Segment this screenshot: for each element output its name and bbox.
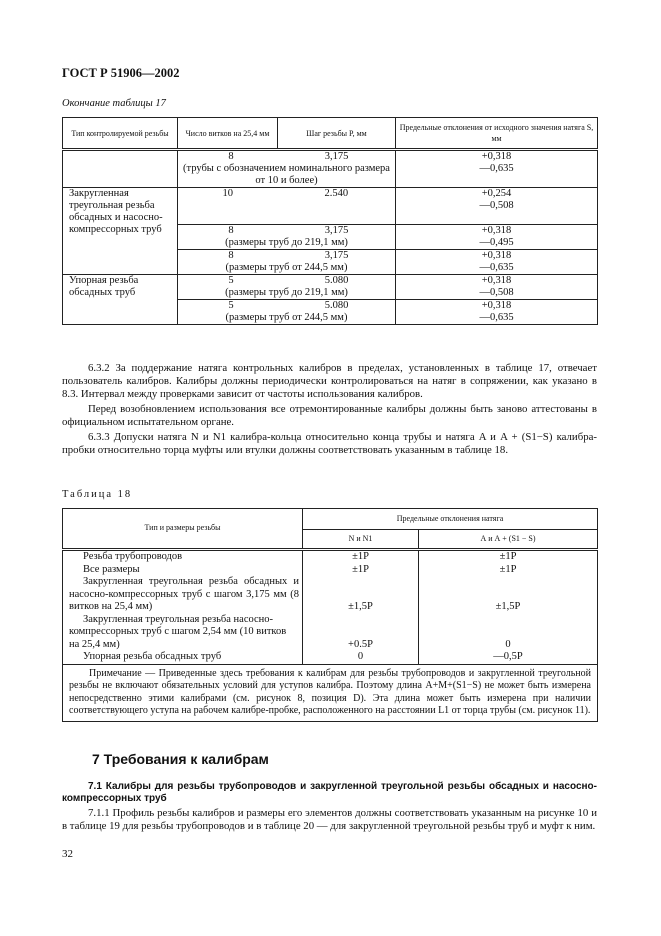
- cell-turns: 10: [178, 188, 278, 225]
- t18-head-type: Тип и размеры резьбы: [63, 509, 303, 550]
- table17-caption: Окончание таблицы 17: [62, 98, 166, 109]
- cell-thread-type: Резьба трубопроводов: [63, 550, 303, 564]
- cell-thread-type: Упорная резьба обсадных труб: [63, 651, 303, 664]
- t18-head-a: А и А + (S1 − S): [419, 530, 598, 550]
- cell-pitch: 3,175: [324, 250, 349, 261]
- table-row: [63, 275, 598, 300]
- table-row: [63, 576, 598, 614]
- paragraph-repair: Перед возобновлением использования все отремонтированные калибры должны быть заново аттестованы в официальном испытательном органе.: [62, 403, 597, 428]
- cell-pitch: 2.540: [278, 188, 396, 225]
- table-row: [63, 564, 598, 577]
- cell-pitch: 5.080: [324, 300, 349, 311]
- cell-dev-a: ±1P: [419, 564, 598, 577]
- cell-pitch: 3,175: [324, 225, 349, 236]
- cell-dev-lower: —0,495: [479, 237, 514, 248]
- cell-dev-a: ±1P: [419, 550, 598, 564]
- cell-dev-a: ±1,5P: [419, 576, 598, 614]
- section-7-body: [62, 781, 597, 833]
- cell-dev-upper: +0,318: [481, 275, 512, 286]
- page-number: 32: [62, 848, 73, 860]
- cell-note: (размеры труб до 219,1 мм): [225, 237, 348, 248]
- table18-caption: Таблица 18: [62, 489, 133, 500]
- table-row: [63, 614, 598, 652]
- cell-turns: 8: [228, 250, 234, 261]
- cell-dev-a: —0,5P: [419, 651, 598, 664]
- cell-note: (размеры труб от 244,5 мм): [225, 312, 348, 323]
- t18-head-dev: Предельные отклонения натяга: [303, 509, 598, 530]
- paragraph-7-1-1: 7.1.1 Профиль резьбы калибров и размеры его элементов должны соответствовать указанным на рисунке 10 и в таблице 19 для резьбы трубопроводов и в таблице 20 — для закругленной треугольной резьбы труб и муфт к ним.: [62, 807, 597, 832]
- table-row: [63, 651, 598, 664]
- cell-pitch: 3,175: [324, 151, 349, 162]
- cell-dev-upper: +0,318: [481, 250, 512, 261]
- cell-pitch: 5.080: [324, 275, 349, 286]
- t17-head-pitch: Шаг резьбы P, мм: [278, 118, 396, 150]
- document-header: ГОСТ Р 51906—2002: [62, 66, 180, 80]
- cell-dev-a: 0: [419, 614, 598, 652]
- cell-thread-type: Все размеры: [63, 564, 303, 577]
- cell-dev-n: 0: [303, 651, 419, 664]
- cell-dev-n: +0.5P: [303, 614, 419, 652]
- section-7-heading: 7 Требования к калибрам: [92, 751, 269, 767]
- cell-dev-lower: —0,635: [479, 262, 514, 273]
- t17-type-rounded: Закругленная треугольная резьба обсадных и насосно-компрессорных труб: [63, 188, 178, 275]
- cell-dev-upper: +0,318: [481, 300, 512, 311]
- cell-dev-n: ±1,5P: [303, 576, 419, 614]
- cell-turns: 5: [228, 300, 234, 311]
- table-note-row: [63, 664, 598, 721]
- paragraph-6-3-3: 6.3.3 Допуски натяга N и N1 калибра-кольца относительно конца трубы и натяга A и A + (S1−S) калибра-пробки относительно торца муфты или втулки должны соответствовать указанным в таблице 18.: [62, 431, 597, 456]
- cell-turns: 5: [228, 275, 234, 286]
- heading-7-1: 7.1 Калибры для резьбы трубопроводов и закругленной треугольной резьбы обсадных и насосно-компрессорных труб: [62, 781, 597, 804]
- cell-dev-upper: +0,318: [481, 225, 512, 236]
- cell-dev-upper: +0,318: [481, 151, 512, 162]
- cell-dev-lower: —0,635: [479, 312, 514, 323]
- cell-thread-type: Закругленная треугольная резьба насосно-компрессорных труб с шагом 2,54 мм (10 витков на 25,4 мм): [63, 614, 303, 652]
- cell-note: (размеры труб от 244,5 мм): [225, 262, 348, 273]
- table18-note: Примечание — Приведенные здесь требования к калибрам для резьбы трубопроводов и закругленной треугольной резьбы не включают обязательных условий для уступов калибра. Поэтому длина A+M+(S1−S) не может быть измерена непосредственно этими калибрами (см. рисунок 8, позиция D). Эта длина может быть измерена при наличии соответствующего уступа на рабочем калибре-пробке, расположенного на расстоянии L1 от торца трубы (см. рисунок 11).: [63, 664, 598, 721]
- cell-dev-lower: —0,508: [479, 287, 514, 298]
- cell-thread-type: Закругленная треугольная резьба обсадных и насосно-компрессорных труб с шагом 3,175 мм (8 витков на 25,4 мм): [63, 576, 303, 614]
- cell-note: (трубы с обозначением номинального размера от 10 и более): [183, 163, 390, 186]
- cell-dev-n: ±1P: [303, 550, 419, 564]
- table-18: [62, 508, 598, 722]
- cell-dev-upper: +0,254: [481, 188, 512, 199]
- table-row: [63, 550, 598, 564]
- body-text-block: [62, 362, 597, 457]
- t17-head-dev: Предельные отклонения от исходного значения натяга S, мм: [396, 118, 598, 150]
- t17-head-turns: Число витков на 25,4 мм: [178, 118, 278, 150]
- cell-note: (размеры труб до 219,1 мм): [225, 287, 348, 298]
- table-row: [63, 188, 598, 225]
- table-row: [63, 150, 598, 188]
- table-17: [62, 117, 598, 325]
- cell-dev-n: ±1P: [303, 564, 419, 577]
- t17-head-type: Тип контролируемой резьбы: [63, 118, 178, 150]
- paragraph-6-3-2: 6.3.2 За поддержание натяга контрольных калибров в пределах, установленных в таблице 17, отвечает пользователь калибров. Калибры должны периодически контролироваться на натяг в сопряжении, как указано в 8.3. Интервал между проверками зависит от частоты использования калибров.: [62, 362, 597, 400]
- t17-type-buttress: Упорная резьба обсадных труб: [63, 275, 178, 325]
- cell-turns: 8: [228, 151, 234, 162]
- cell-turns: 8: [228, 225, 234, 236]
- cell-dev-lower: —0,508: [479, 200, 514, 211]
- cell-dev-lower: —0,635: [479, 163, 514, 174]
- t18-head-n: N и N1: [303, 530, 419, 550]
